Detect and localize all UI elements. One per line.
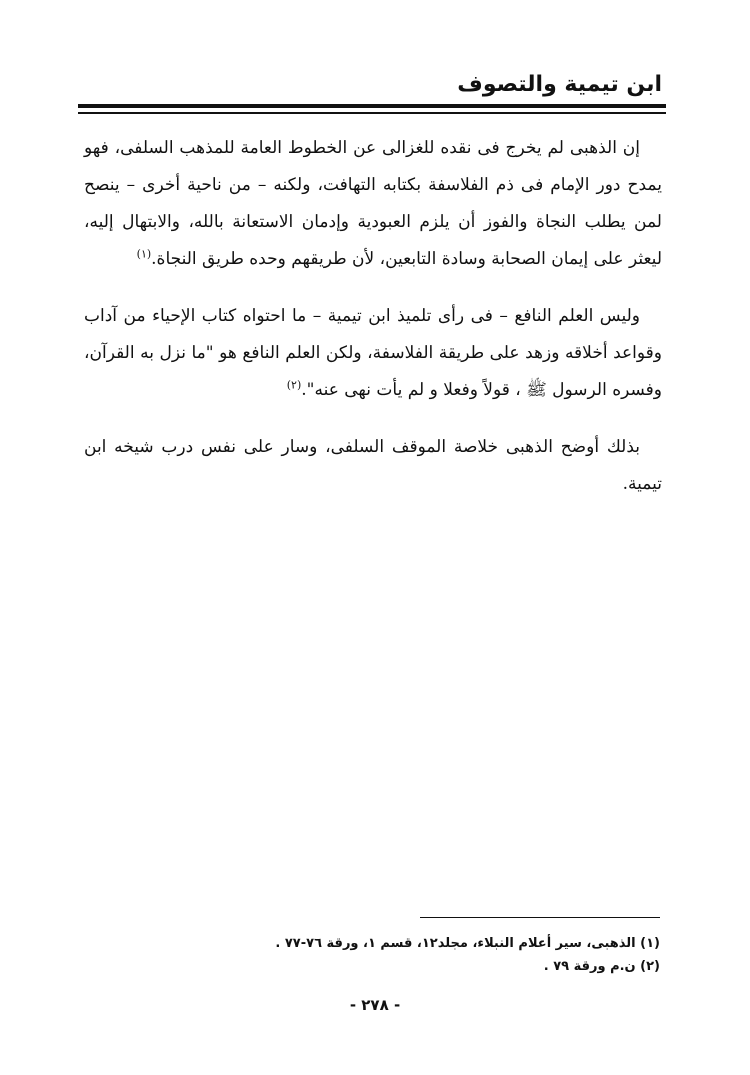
paragraph-3: [84, 429, 662, 503]
footnote-1: (١) الذهبى، سير أعلام النبلاء، مجلد١٢، قسم ١، ورقة ٧٦-٧٧ .: [275, 936, 660, 951]
paragraph-3-text: بذلك أوضح الذهبى خلاصة الموقف السلفى، وسار على نفس درب شيخه ابن تيمية.: [84, 437, 662, 494]
body-text: [84, 130, 662, 523]
paragraph-2-text: وليس العلم النافع – فى رأى تلميذ ابن تيمية – ما احتواه كتاب الإحياء من آداب وقواعد أخلاقه وزهد على طريقة الفلاسفة، ولكن العلم النافع هو "ما نزل به القرآن، وفسره الرسول ﷺ ، قولاً وفعلا و لم يأت نهى عنه".: [84, 306, 662, 400]
footnotes: [84, 932, 660, 978]
running-header: ابن تيمية والتصوف: [457, 72, 662, 97]
paragraph-1: [84, 130, 662, 278]
paragraph-2: [84, 298, 662, 409]
paragraph-1-text: إن الذهبى لم يخرج فى نقده للغزالى عن الخطوط العامة للمذهب السلفى، فهو يمدح دور الإمام فى ذم الفلاسفة بكتابه التهافت، ولكنه – من ناحية أخرى – ينصح لمن يطلب النجاة والفوز أن يلزم العبودية وإدمان الاستعانة بالله، والابتهال إليه، ليعثر على إيمان الصحابة وسادة التابعين، لأن طريقهم وحده طريق النجاة.: [84, 138, 662, 269]
footnote-rule: [420, 917, 660, 918]
footnote-2: (٢) ن.م ورقة ٧٩ .: [543, 959, 660, 974]
note-ref-1: (١): [136, 247, 152, 261]
page-number: - ٢٧٨ -: [349, 996, 401, 1014]
header-rule-thin: [78, 112, 666, 114]
header-rule-thick: [78, 104, 666, 108]
note-ref-2: (٢): [286, 378, 302, 392]
